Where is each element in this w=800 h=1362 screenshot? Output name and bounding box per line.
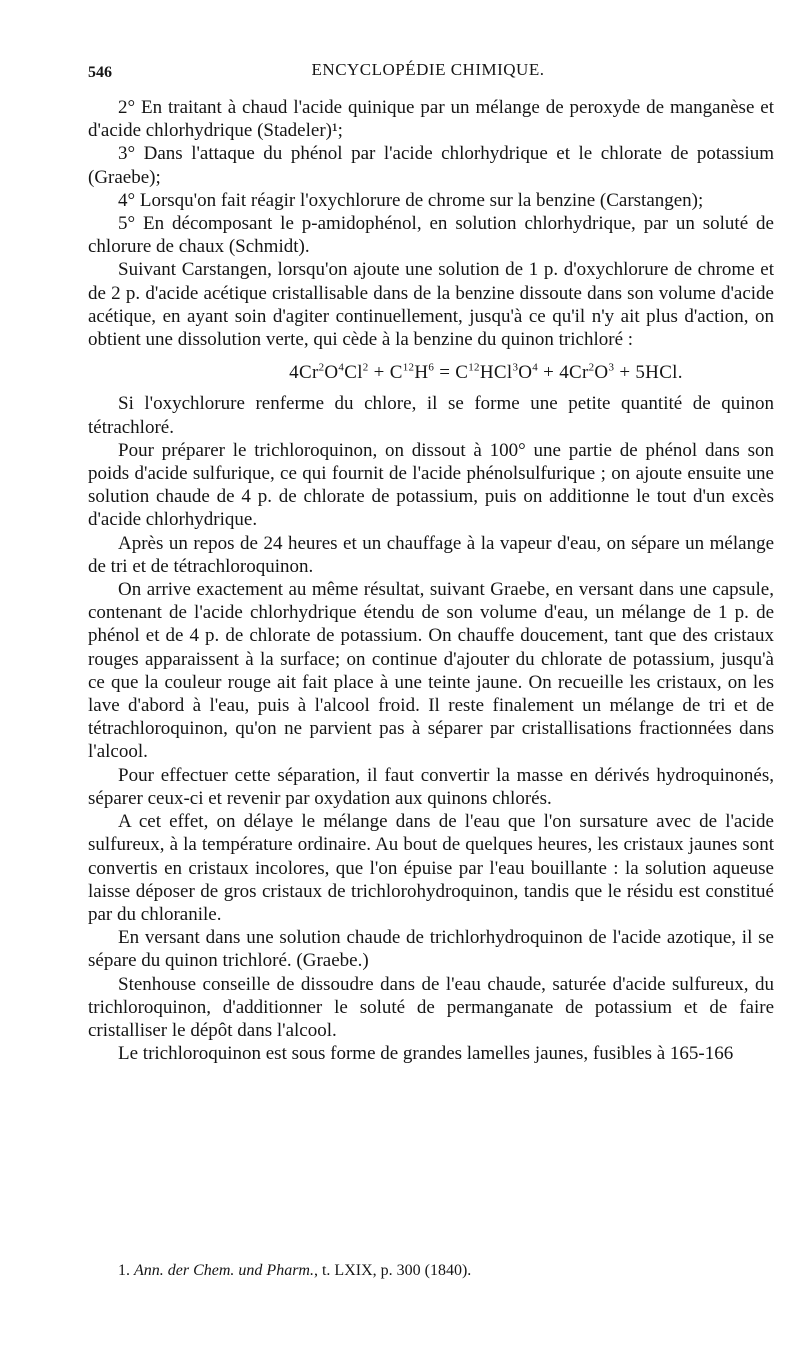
paragraph: Suivant Carstangen, lorsqu'on ajoute une solution de 1 p. d'oxychlorure de chrome et de 2 p. d'acide acétique cristallisable dans de la benzine dissoute dans son volume d'acide acétique, en ayant soin d'agiter continuellement, jusqu'à ce qu'il n'y ait plus d'action, on obtient une dissolution verte, qui cède à la benzine du quinon trichloré :	[88, 259, 774, 351]
footnote-number: 1.	[118, 1262, 130, 1279]
paragraph: On arrive exactement au même résultat, suivant Graebe, en versant dans une capsule, contenant de l'acide chlorhydrique étendu de son volume d'eau, un mélange de 1 p. de phénol et de 4 p. de chlorate de potassium. On chauffe doucement, tant que des cristaux rouges apparaissent à la surface; on continue d'ajouter du chlorate de potassium, jusqu'à ce que la couleur rouge ait fait place à une teinte jaune. On recueille les cristaux, on les lave d'abord à l'eau, puis à l'alcool froid. Il reste finalement un mélange de tri et de tétrachloroquinon, qu'on ne parvient pas à séparer par cristallisations fractionnées dans l'alcool.	[88, 579, 774, 763]
formula-sup: 12	[468, 361, 480, 374]
formula-part: + 4Cr	[538, 362, 589, 384]
paragraph: Le trichloroquinon est sous forme de grandes lamelles jaunes, fusibles à 165-166	[118, 1043, 734, 1065]
paragraph: A cet effet, on délaye le mélange dans de l'eau que l'on sursature avec de l'acide sulfureux, à la température ordinaire. Au bout de quelques heures, les cristaux jaunes sont convertis en cristaux incolores, que l'on épuise par l'eau bouillante : la solution aqueuse laisse déposer de gros cristaux de trichlorohydroquinon, tandis que le résidu est constitué par du chloranile.	[88, 811, 774, 925]
footnote-reference: , t. LXIX, p. 300 (1840).	[313, 1262, 472, 1279]
paragraph: En versant dans une solution chaude de trichlorhydroquinon de l'acide azotique, il se sépare du quinon trichloré. (Graebe.)	[88, 927, 774, 972]
footnote-source: Ann. der Chem. und Pharm.	[134, 1262, 314, 1279]
formula-part: 4Cr	[289, 362, 319, 384]
formula-sup: 4	[532, 361, 539, 374]
formula-part: = C	[434, 362, 469, 384]
page-header	[88, 56, 768, 86]
formula-part: O	[324, 362, 339, 384]
formula-sup: 12	[402, 361, 415, 374]
formula-part: O	[594, 362, 609, 384]
formula-sup: 4	[338, 361, 345, 374]
paragraph: 3° Dans l'attaque du phénol par l'acide chlorhydrique et le chlorate de potassium (Graebe);	[88, 143, 774, 188]
paragraph: Pour effectuer cette séparation, il faut convertir la masse en dérivés hydroquinonés, séparer ceux-ci et revenir par oxydation aux quinons chlorés.	[88, 764, 774, 809]
formula-sup: 6	[428, 361, 435, 374]
paragraph: 4° Lorsqu'on fait réagir l'oxychlorure de chrome sur la benzine (Carstangen);	[118, 189, 704, 211]
paragraph: 5° En décomposant le p-amidophénol, en solution chlorhydrique, par un soluté de chlorure de chaux (Schmidt).	[88, 213, 774, 258]
paragraph: Après un repos de 24 heures et un chauffage à la vapeur d'eau, on sépare un mélange de tri et de tétrachloroquinon.	[88, 532, 774, 577]
formula-part: Cl	[344, 362, 363, 384]
formula-part: HCl	[479, 362, 513, 384]
paragraph: Stenhouse conseille de dissoudre dans de l'eau chaude, saturée d'acide sulfureux, du trichloroquinon, d'additionner le soluté de permanganate de potassium et de faire cristalliser le dépôt dans l'alcool.	[88, 973, 774, 1041]
formula-sup: 3	[512, 361, 519, 374]
formula-part: O	[518, 362, 533, 384]
chemical-equation	[198, 361, 774, 384]
formula-sup: 3	[608, 361, 615, 374]
formula-sup: 2	[318, 361, 325, 374]
formula-sup: 2	[362, 361, 369, 374]
footnote	[118, 1262, 774, 1280]
formula-part: + C	[368, 362, 403, 384]
formula-part: H	[414, 362, 429, 384]
running-title: ENCYCLOPÉDIE CHIMIQUE.	[311, 60, 545, 79]
paragraph: Si l'oxychlorure renferme du chlore, il se forme une petite quantité de quinon tétrachloré.	[88, 393, 774, 438]
page-number: 546	[88, 64, 112, 81]
formula-sup: 2	[588, 361, 595, 374]
formula-part: + 5HCl.	[614, 362, 683, 384]
document-body	[88, 96, 774, 1065]
paragraph: Pour préparer le trichloroquinon, on dissout à 100° une partie de phénol dans son poids d'acide sulfurique, ce qui fournit de l'acide phénolsulfurique ; on ajoute ensuite une solution chaude de 4 p. de chlorate de potassium, puis on additionne le tout d'un excès d'acide chlorhydrique.	[88, 439, 774, 531]
paragraph: 2° En traitant à chaud l'acide quinique par un mélange de peroxyde de manganèse et d'acide chlorhydrique (Stadeler)¹;	[88, 97, 774, 142]
